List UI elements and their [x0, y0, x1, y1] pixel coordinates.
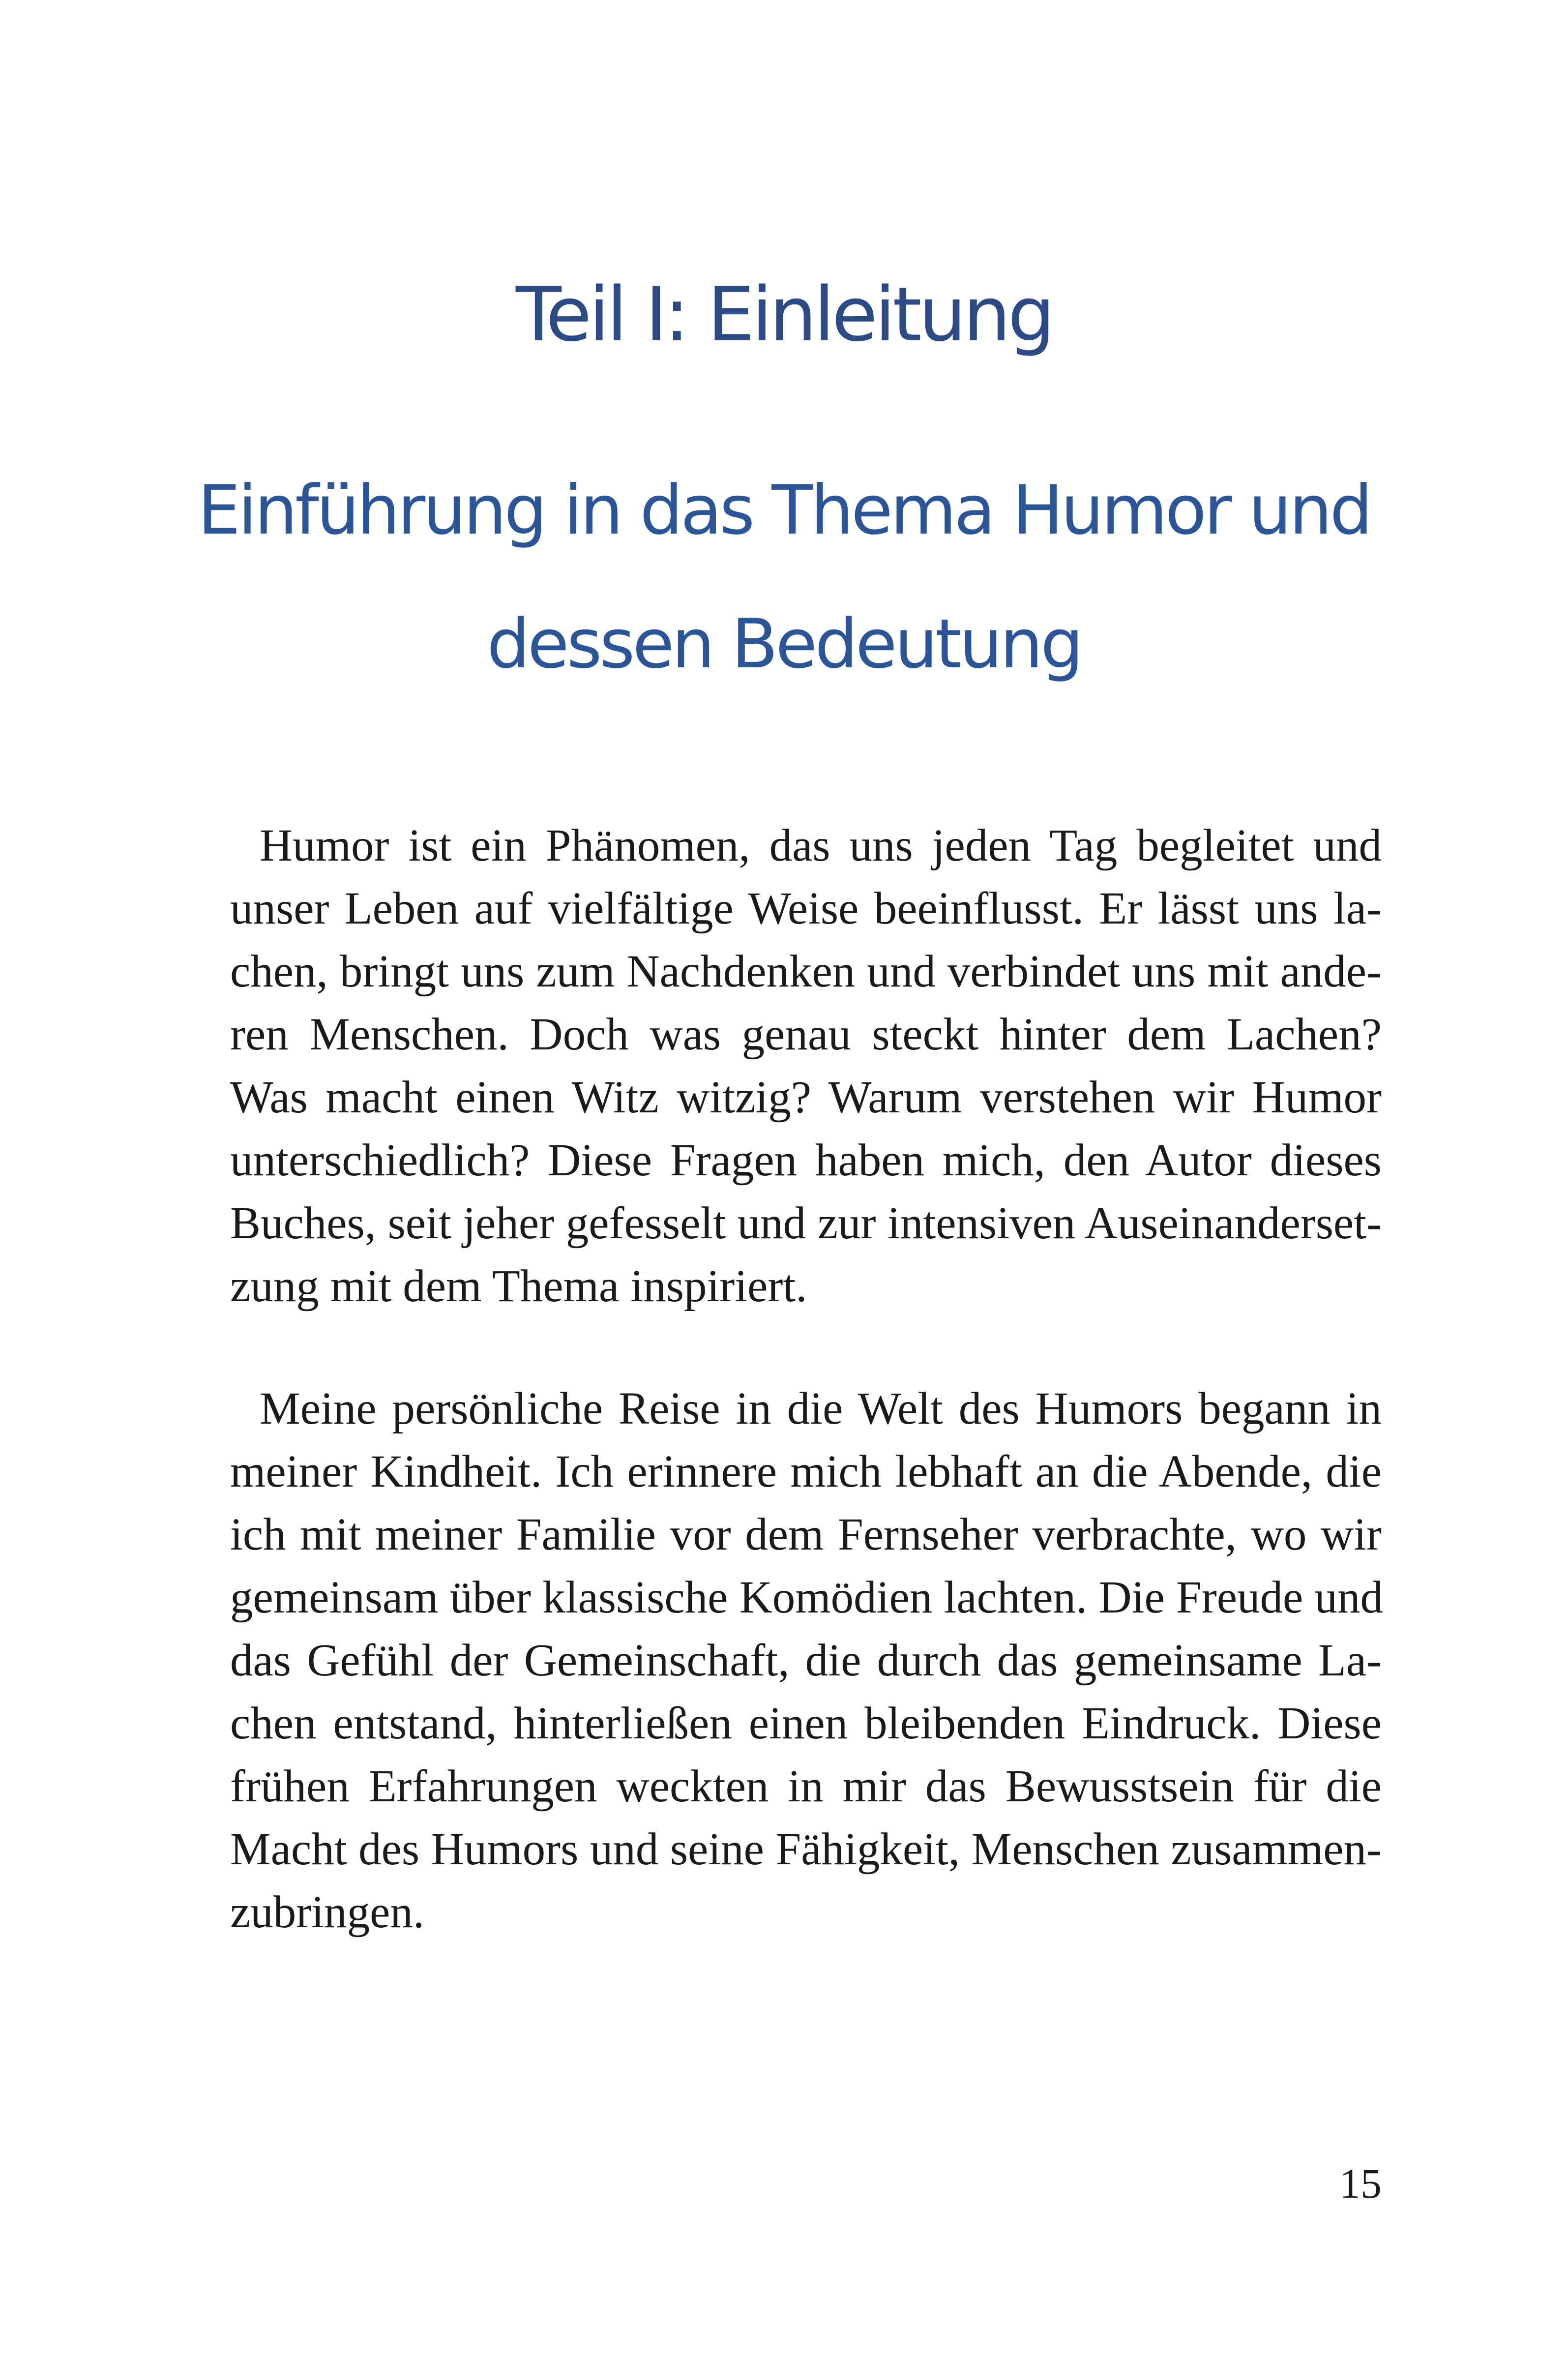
text-line: Buches, seit jeher gefesselt und zur intensiven Auseinanderset- — [230, 1198, 1382, 1249]
chapter-title-line-2: dessen Bedeutung — [487, 604, 1081, 684]
text-line: Meine persönliche Reise in die Welt des Humors begann in — [260, 1383, 1382, 1434]
text-line: Was macht einen Witz witzig? Warum verstehen wir Humor — [230, 1072, 1382, 1123]
text-line: ren Menschen. Doch was genau steckt hinter dem Lachen? — [230, 1009, 1382, 1060]
text-line: meiner Kindheit. Ich erinnere mich lebhaft an die Abende, die — [230, 1446, 1382, 1497]
text-line: frühen Erfahrungen weckten in mir das Bewusstsein für die — [230, 1761, 1382, 1812]
part-title: Teil I: Einleitung — [515, 271, 1052, 358]
text-line: Macht des Humors und seine Fähigkeit, Menschen zusammen- — [230, 1824, 1382, 1875]
text-line: ich mit meiner Familie vor dem Fernseher verbrachte, wo wir — [230, 1509, 1382, 1560]
text-line: unser Leben auf vielfältige Weise beeinflusst. Er lässt uns la- — [230, 883, 1382, 934]
text-line: gemeinsam über klassische Komödien lachten. Die Freude und — [230, 1572, 1384, 1623]
text-line: zung mit dem Thema inspiriert. — [230, 1261, 807, 1312]
text-line: zubringen. — [230, 1887, 425, 1938]
chapter-title-line-1: Einführung in das Thema Humor und — [198, 471, 1370, 550]
page-number: 15 — [1339, 2160, 1382, 2207]
text-line: unterschiedlich? Diese Fragen haben mich, den Autor dieses — [230, 1135, 1382, 1186]
text-line: das Gefühl der Gemeinschaft, die durch das gemeinsame La- — [230, 1635, 1382, 1686]
text-line: chen entstand, hinterließen einen bleibenden Eindruck. Diese — [230, 1698, 1382, 1749]
text-line: chen, bringt uns zum Nachdenken und verbindet uns mit ande- — [230, 946, 1382, 997]
text-line: Humor ist ein Phänomen, das uns jeden Tag begleitet und — [260, 820, 1382, 871]
